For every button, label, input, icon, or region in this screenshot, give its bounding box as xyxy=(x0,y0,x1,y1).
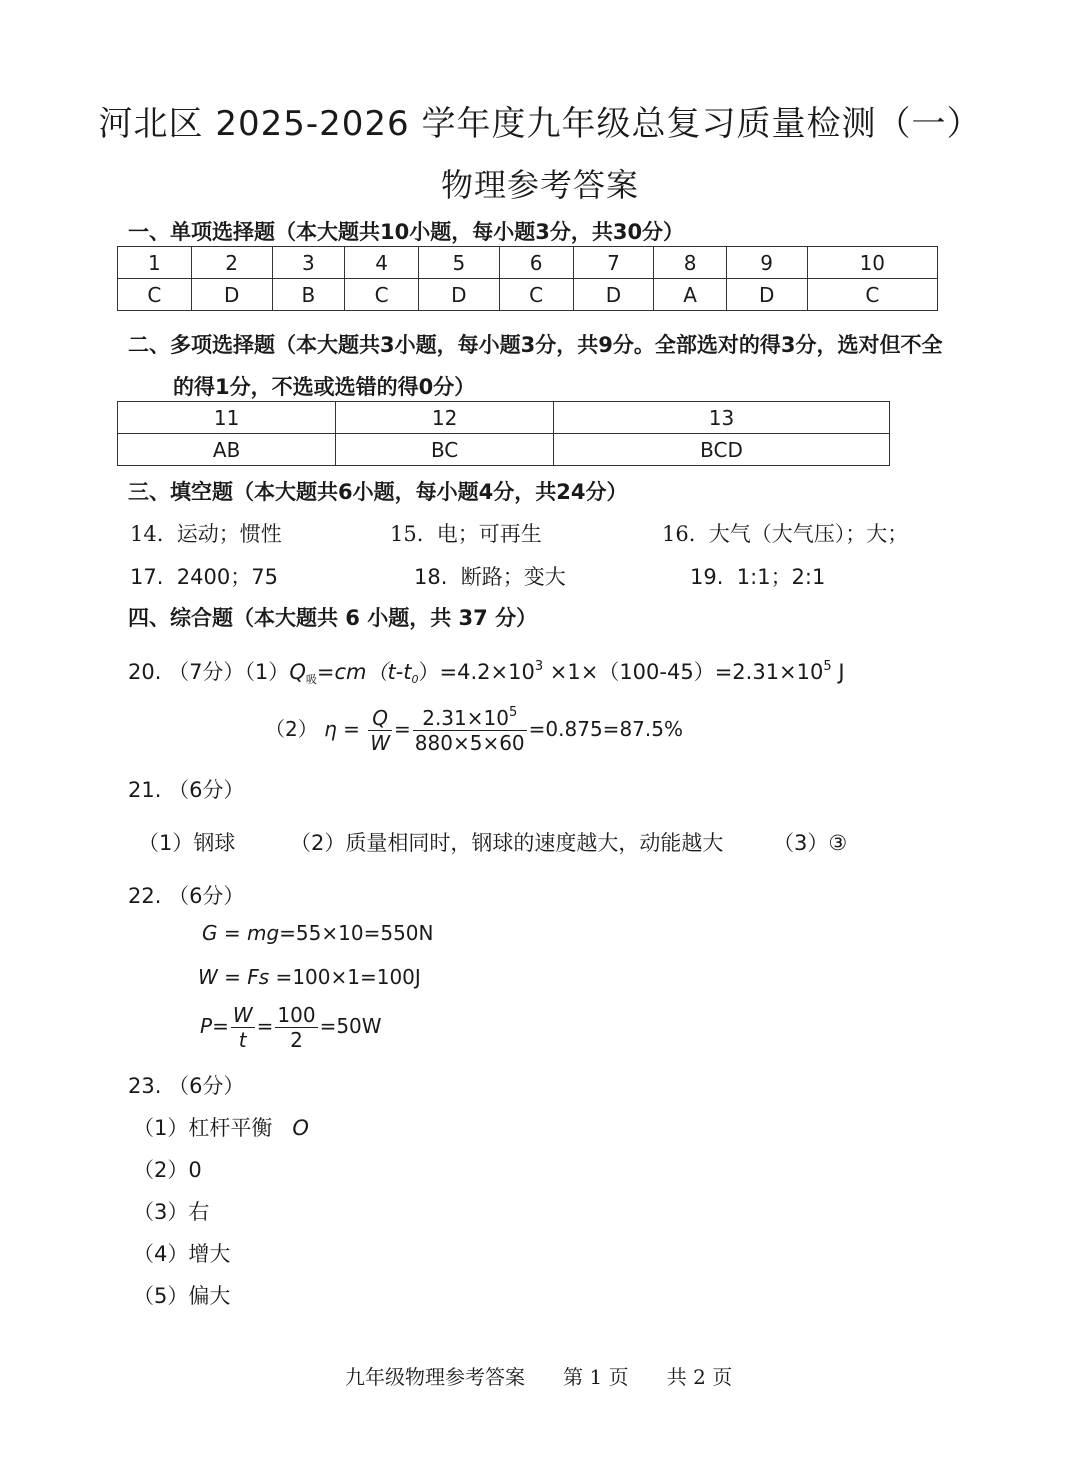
q23-answer-1 xyxy=(133,1112,309,1142)
q22-label: 22. （6分） xyxy=(128,884,245,908)
fraction-denominator: 2 xyxy=(275,1027,317,1052)
var-P: P xyxy=(200,1014,213,1038)
q23-answer-2: （2）0 xyxy=(133,1158,202,1182)
single-choice-table xyxy=(117,246,938,311)
q20-exp3: 3 xyxy=(534,659,544,674)
equals-sign: = xyxy=(394,717,411,741)
page-title: 河北区 2025-2026 学年度九年级总复习质量检测（一） xyxy=(98,104,982,144)
table-cell: 9 xyxy=(726,247,807,279)
table-cell: 11 xyxy=(118,402,336,434)
fraction xyxy=(231,1003,255,1052)
item-answer: 断路；变大 xyxy=(460,565,566,589)
table-cell: D xyxy=(726,279,807,311)
fraction-numerator: Q xyxy=(372,706,389,730)
section-2-heading: 二、多项选择题（本大题共3小题，每小题3分，共9分。全部选对的得3分，选对但不全 xyxy=(128,333,943,357)
table-cell: 5 xyxy=(418,247,499,279)
q23-answer-3: （3）右 xyxy=(133,1200,210,1224)
item-answer: 2400；75 xyxy=(176,565,278,589)
fraction xyxy=(275,1003,317,1052)
item-number: 19. xyxy=(690,565,724,589)
fraction-numerator: W xyxy=(232,1003,253,1027)
table-cell: D xyxy=(191,279,272,311)
numerator-exponent: 5 xyxy=(508,705,518,720)
q21-label: 21. （6分） xyxy=(128,778,245,802)
item-answer: 大气（大气压）；大； xyxy=(708,522,909,546)
table-cell: 2 xyxy=(191,247,272,279)
table-cell: AB xyxy=(118,434,336,466)
table-cell: D xyxy=(418,279,499,311)
q23-answer-5: （5）偏大 xyxy=(133,1284,231,1308)
fill-item-17 xyxy=(130,561,278,591)
q22-line3-result: =50W xyxy=(319,1014,382,1038)
equals-sign: = xyxy=(217,921,247,945)
q22-line2-result: =100×1=100J xyxy=(269,965,421,989)
pivot-O: O xyxy=(292,1116,309,1140)
fill-item-19 xyxy=(690,561,825,591)
q23-answer-4: （4）增大 xyxy=(133,1242,231,1266)
multi-choice-table xyxy=(117,401,890,466)
table-cell: 3 xyxy=(272,247,345,279)
fill-item-14 xyxy=(130,518,282,548)
footer-title: 九年级物理参考答案 xyxy=(345,1365,525,1389)
q20-eta: η = xyxy=(324,717,360,741)
fraction-numerator xyxy=(413,706,527,730)
answer-text: （1）杠杆平衡 xyxy=(133,1116,273,1140)
item-number: 18. xyxy=(414,565,448,589)
q22-line1-result: =55×10=550N xyxy=(279,921,434,945)
q20-Q-sub: 吸 xyxy=(305,673,317,686)
table-row-numbers xyxy=(118,247,938,279)
equals-sign: = xyxy=(256,1014,274,1038)
q20-eq1-rest: ）=4.2×10 xyxy=(418,660,535,684)
q20-t0-sub: 0 xyxy=(411,673,419,686)
q21-part2: （2）质量相同时，钢球的速度越大，动能越大 xyxy=(290,831,724,855)
footer-total-pages: 共 2 页 xyxy=(666,1365,733,1389)
q20-unit: J xyxy=(831,660,845,684)
q22-line1 xyxy=(202,921,433,945)
table-cell: C xyxy=(807,279,937,311)
table-cell: C xyxy=(118,279,192,311)
var-Fs: Fs xyxy=(247,965,270,989)
q20-label: 20. （7分） xyxy=(128,660,245,684)
section-3-heading: 三、填空题（本大题共6小题，每小题4分，共24分） xyxy=(128,480,628,504)
var-W: W xyxy=(198,965,218,989)
fraction xyxy=(413,706,527,755)
table-row-answers xyxy=(118,434,890,466)
q20-eq1-mid: =cm（t-t xyxy=(316,660,412,684)
table-cell: 4 xyxy=(345,247,419,279)
fraction-numerator: 100 xyxy=(277,1003,316,1027)
item-number: 14. xyxy=(130,522,164,546)
fraction-denominator: W xyxy=(370,731,391,755)
table-cell: B xyxy=(272,279,345,311)
fill-item-18 xyxy=(414,561,566,591)
q23-label: 23. （6分） xyxy=(128,1074,245,1098)
q21-part3: （3）③ xyxy=(773,831,848,855)
table-cell: 13 xyxy=(553,402,889,434)
q20-part1-prefix: （1） xyxy=(244,660,290,684)
table-cell: BCD xyxy=(553,434,889,466)
table-cell: BC xyxy=(336,434,554,466)
item-answer: 运动；惯性 xyxy=(176,522,282,546)
table-cell: 6 xyxy=(499,247,573,279)
q20-line1 xyxy=(128,656,845,686)
page-subtitle: 物理参考答案 xyxy=(440,166,639,204)
table-cell: 1 xyxy=(118,247,192,279)
table-row-answers xyxy=(118,279,938,311)
footer-page-number: 第 1 页 xyxy=(563,1365,629,1389)
table-cell: C xyxy=(499,279,573,311)
fraction-denominator: t xyxy=(231,1027,255,1052)
table-cell: 8 xyxy=(654,247,726,279)
q20-result: =0.875=87.5% xyxy=(528,717,683,741)
table-cell: C xyxy=(345,279,419,311)
q20-eq1-tail: ×1×（100-45）=2.31×10 xyxy=(543,660,824,684)
item-answer: 1:1；2:1 xyxy=(736,565,826,589)
section-1-heading: 一、单项选择题（本大题共10小题，每小题3分，共30分） xyxy=(128,220,685,244)
page-footer xyxy=(345,1361,732,1390)
item-answer: 电；可再生 xyxy=(436,522,542,546)
item-number: 16. xyxy=(662,522,696,546)
q22-line3 xyxy=(200,1003,382,1052)
table-row-numbers xyxy=(118,402,890,434)
q20-exp5: 5 xyxy=(823,659,832,674)
table-cell: 7 xyxy=(573,247,654,279)
table-cell: D xyxy=(573,279,654,311)
equals-sign: = xyxy=(212,1014,229,1038)
var-mg: mg xyxy=(246,921,280,945)
fill-item-16 xyxy=(662,518,908,548)
section-2-heading-cont: 的得1分，不选或选错的得0分） xyxy=(173,375,476,399)
fraction-denominator: 880×5×60 xyxy=(414,731,525,755)
fill-item-15 xyxy=(390,518,542,548)
equals-sign: = xyxy=(217,965,248,989)
numerator-text: 2.31×10 xyxy=(422,706,509,730)
q20-line2 xyxy=(265,706,683,755)
item-number: 15. xyxy=(390,522,424,546)
q21-part1: （1）钢球 xyxy=(138,831,236,855)
var-G: G xyxy=(202,921,218,945)
q22-line2 xyxy=(198,965,421,989)
q20-part2-prefix: （2） xyxy=(265,717,318,741)
table-cell: A xyxy=(654,279,726,311)
table-cell: 12 xyxy=(336,402,554,434)
fraction xyxy=(368,706,392,755)
table-cell: 10 xyxy=(807,247,937,279)
q20-Q: Q xyxy=(289,660,306,684)
item-number: 17. xyxy=(130,565,164,589)
section-4-heading: 四、综合题（本大题共 6 小题，共 37 分） xyxy=(128,606,538,630)
